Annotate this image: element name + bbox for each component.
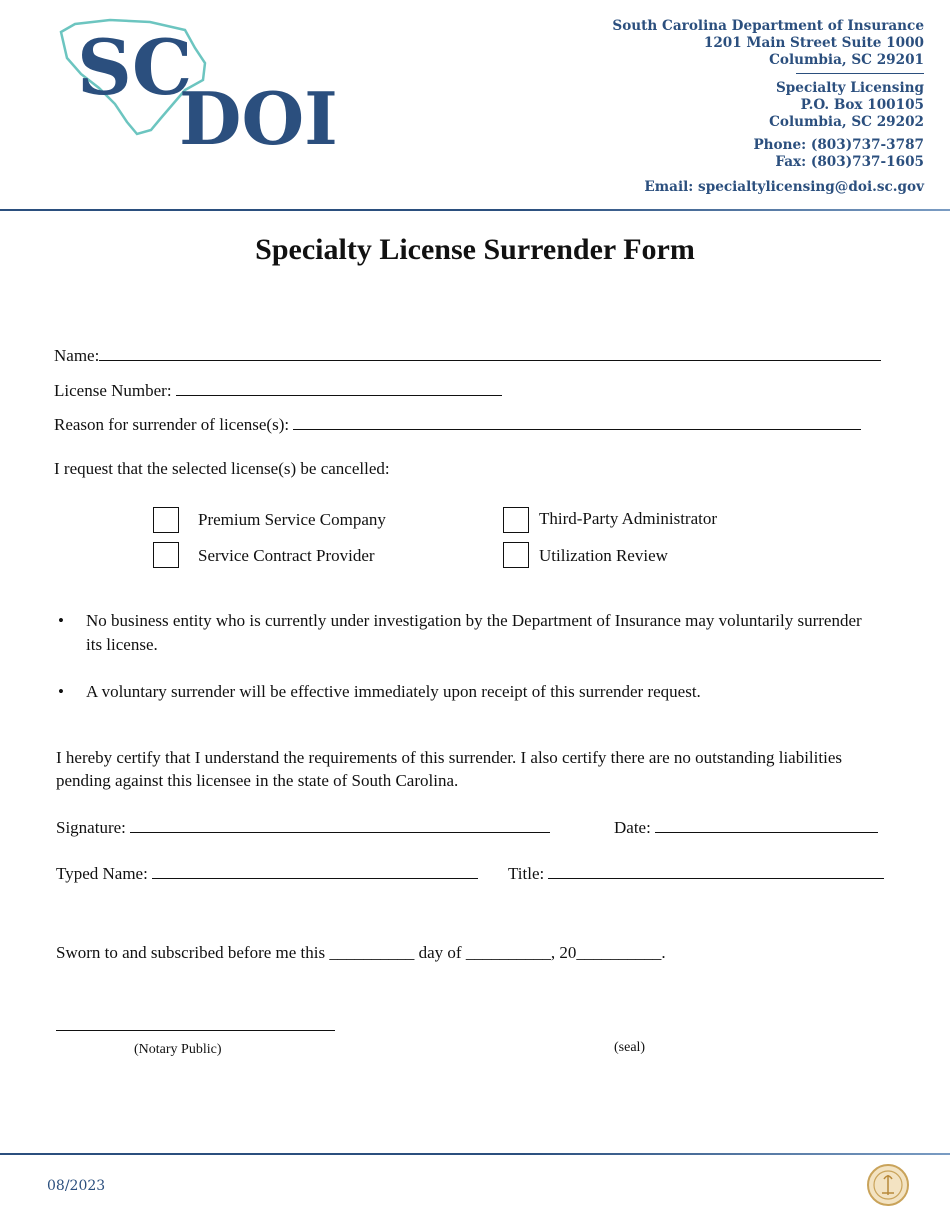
- premium-service-company-label: Premium Service Company: [198, 510, 386, 529]
- notary-signature-line[interactable]: [56, 1030, 335, 1031]
- request-text: I request that the selected license(s) be cancelled:: [54, 459, 390, 478]
- signature-label: Signature:: [56, 818, 131, 837]
- premium-service-company-checkbox[interactable]: [153, 507, 179, 533]
- requirements-list-2: [54, 680, 874, 704]
- title-input-line[interactable]: [548, 862, 884, 879]
- date-field[interactable]: [614, 816, 878, 838]
- typed-name-input-line[interactable]: [152, 862, 478, 879]
- reason-input-line[interactable]: [293, 413, 861, 430]
- header-divider: [0, 209, 950, 211]
- logo-sc: SC: [77, 23, 193, 112]
- name-label: Name:: [54, 346, 100, 365]
- third-party-administrator-label: Third-Party Administrator: [539, 509, 718, 528]
- division-city: Columbia, SC 29202: [769, 114, 924, 130]
- seal-label: (seal): [614, 1040, 646, 1055]
- footer-divider: [0, 1153, 950, 1155]
- signature-field[interactable]: [56, 816, 550, 838]
- fax: Fax: (803)737-1605: [775, 154, 924, 170]
- state-seal-icon: [866, 1163, 910, 1207]
- phone: Phone: (803)737-3787: [753, 137, 924, 153]
- notary-label: (Notary Public): [134, 1042, 222, 1057]
- page-title: Specialty License Surrender Form: [255, 233, 695, 266]
- certification-text: I hereby certify that I understand the requirements of this surrender. I also certify there are no outstanding liabilities pending against this licensee in the state of South Carolina.: [56, 748, 842, 790]
- typed-name-field[interactable]: [56, 862, 478, 884]
- service-contract-provider-checkbox[interactable]: [153, 542, 179, 568]
- license-number-label: License Number:: [54, 381, 176, 400]
- signature-input-line[interactable]: [130, 816, 550, 833]
- agency-address-1: 1201 Main Street Suite 1000: [703, 35, 924, 51]
- division-name: Specialty Licensing: [775, 80, 924, 96]
- agency-address-2: Columbia, SC 29201: [769, 52, 924, 68]
- typed-name-label: Typed Name:: [56, 864, 153, 883]
- contact-divider: [796, 73, 924, 74]
- utilization-review-label: Utilization Review: [539, 546, 668, 565]
- date-label: Date:: [614, 818, 656, 837]
- utilization-review-checkbox[interactable]: [503, 542, 529, 568]
- service-contract-provider-label: Service Contract Provider: [198, 546, 375, 565]
- name-field[interactable]: [54, 344, 881, 366]
- title-label: Title:: [508, 864, 549, 883]
- date-input-line[interactable]: [655, 816, 878, 833]
- logo-doi: DOI: [179, 76, 338, 153]
- scdoi-logo: [55, 18, 355, 153]
- name-input-line[interactable]: [99, 344, 881, 361]
- agency-name: South Carolina Department of Insurance: [612, 18, 924, 34]
- requirements-list: [54, 609, 874, 657]
- sworn-statement: Sworn to and subscribed before me this __________ day of __________, 20__________.: [56, 943, 666, 962]
- reason-field[interactable]: [54, 413, 861, 435]
- email-link[interactable]: Email: specialtylicensing@doi.sc.gov: [644, 179, 924, 195]
- po-box: P.O. Box 100105: [800, 97, 924, 113]
- license-number-input-line[interactable]: [176, 379, 502, 396]
- revision-date: 08/2023: [47, 1178, 106, 1194]
- third-party-administrator-checkbox[interactable]: [503, 507, 529, 533]
- reason-label: Reason for surrender of license(s):: [54, 415, 294, 434]
- title-field[interactable]: [508, 862, 884, 884]
- list-item: • A voluntary surrender will be effective immediately upon receipt of this surrender request.: [54, 680, 874, 704]
- agency-contact-block: [612, 18, 924, 196]
- list-item: • No business entity who is currently under investigation by the Department of Insurance may voluntarily surrender its license.: [54, 609, 874, 657]
- license-number-field[interactable]: [54, 379, 502, 401]
